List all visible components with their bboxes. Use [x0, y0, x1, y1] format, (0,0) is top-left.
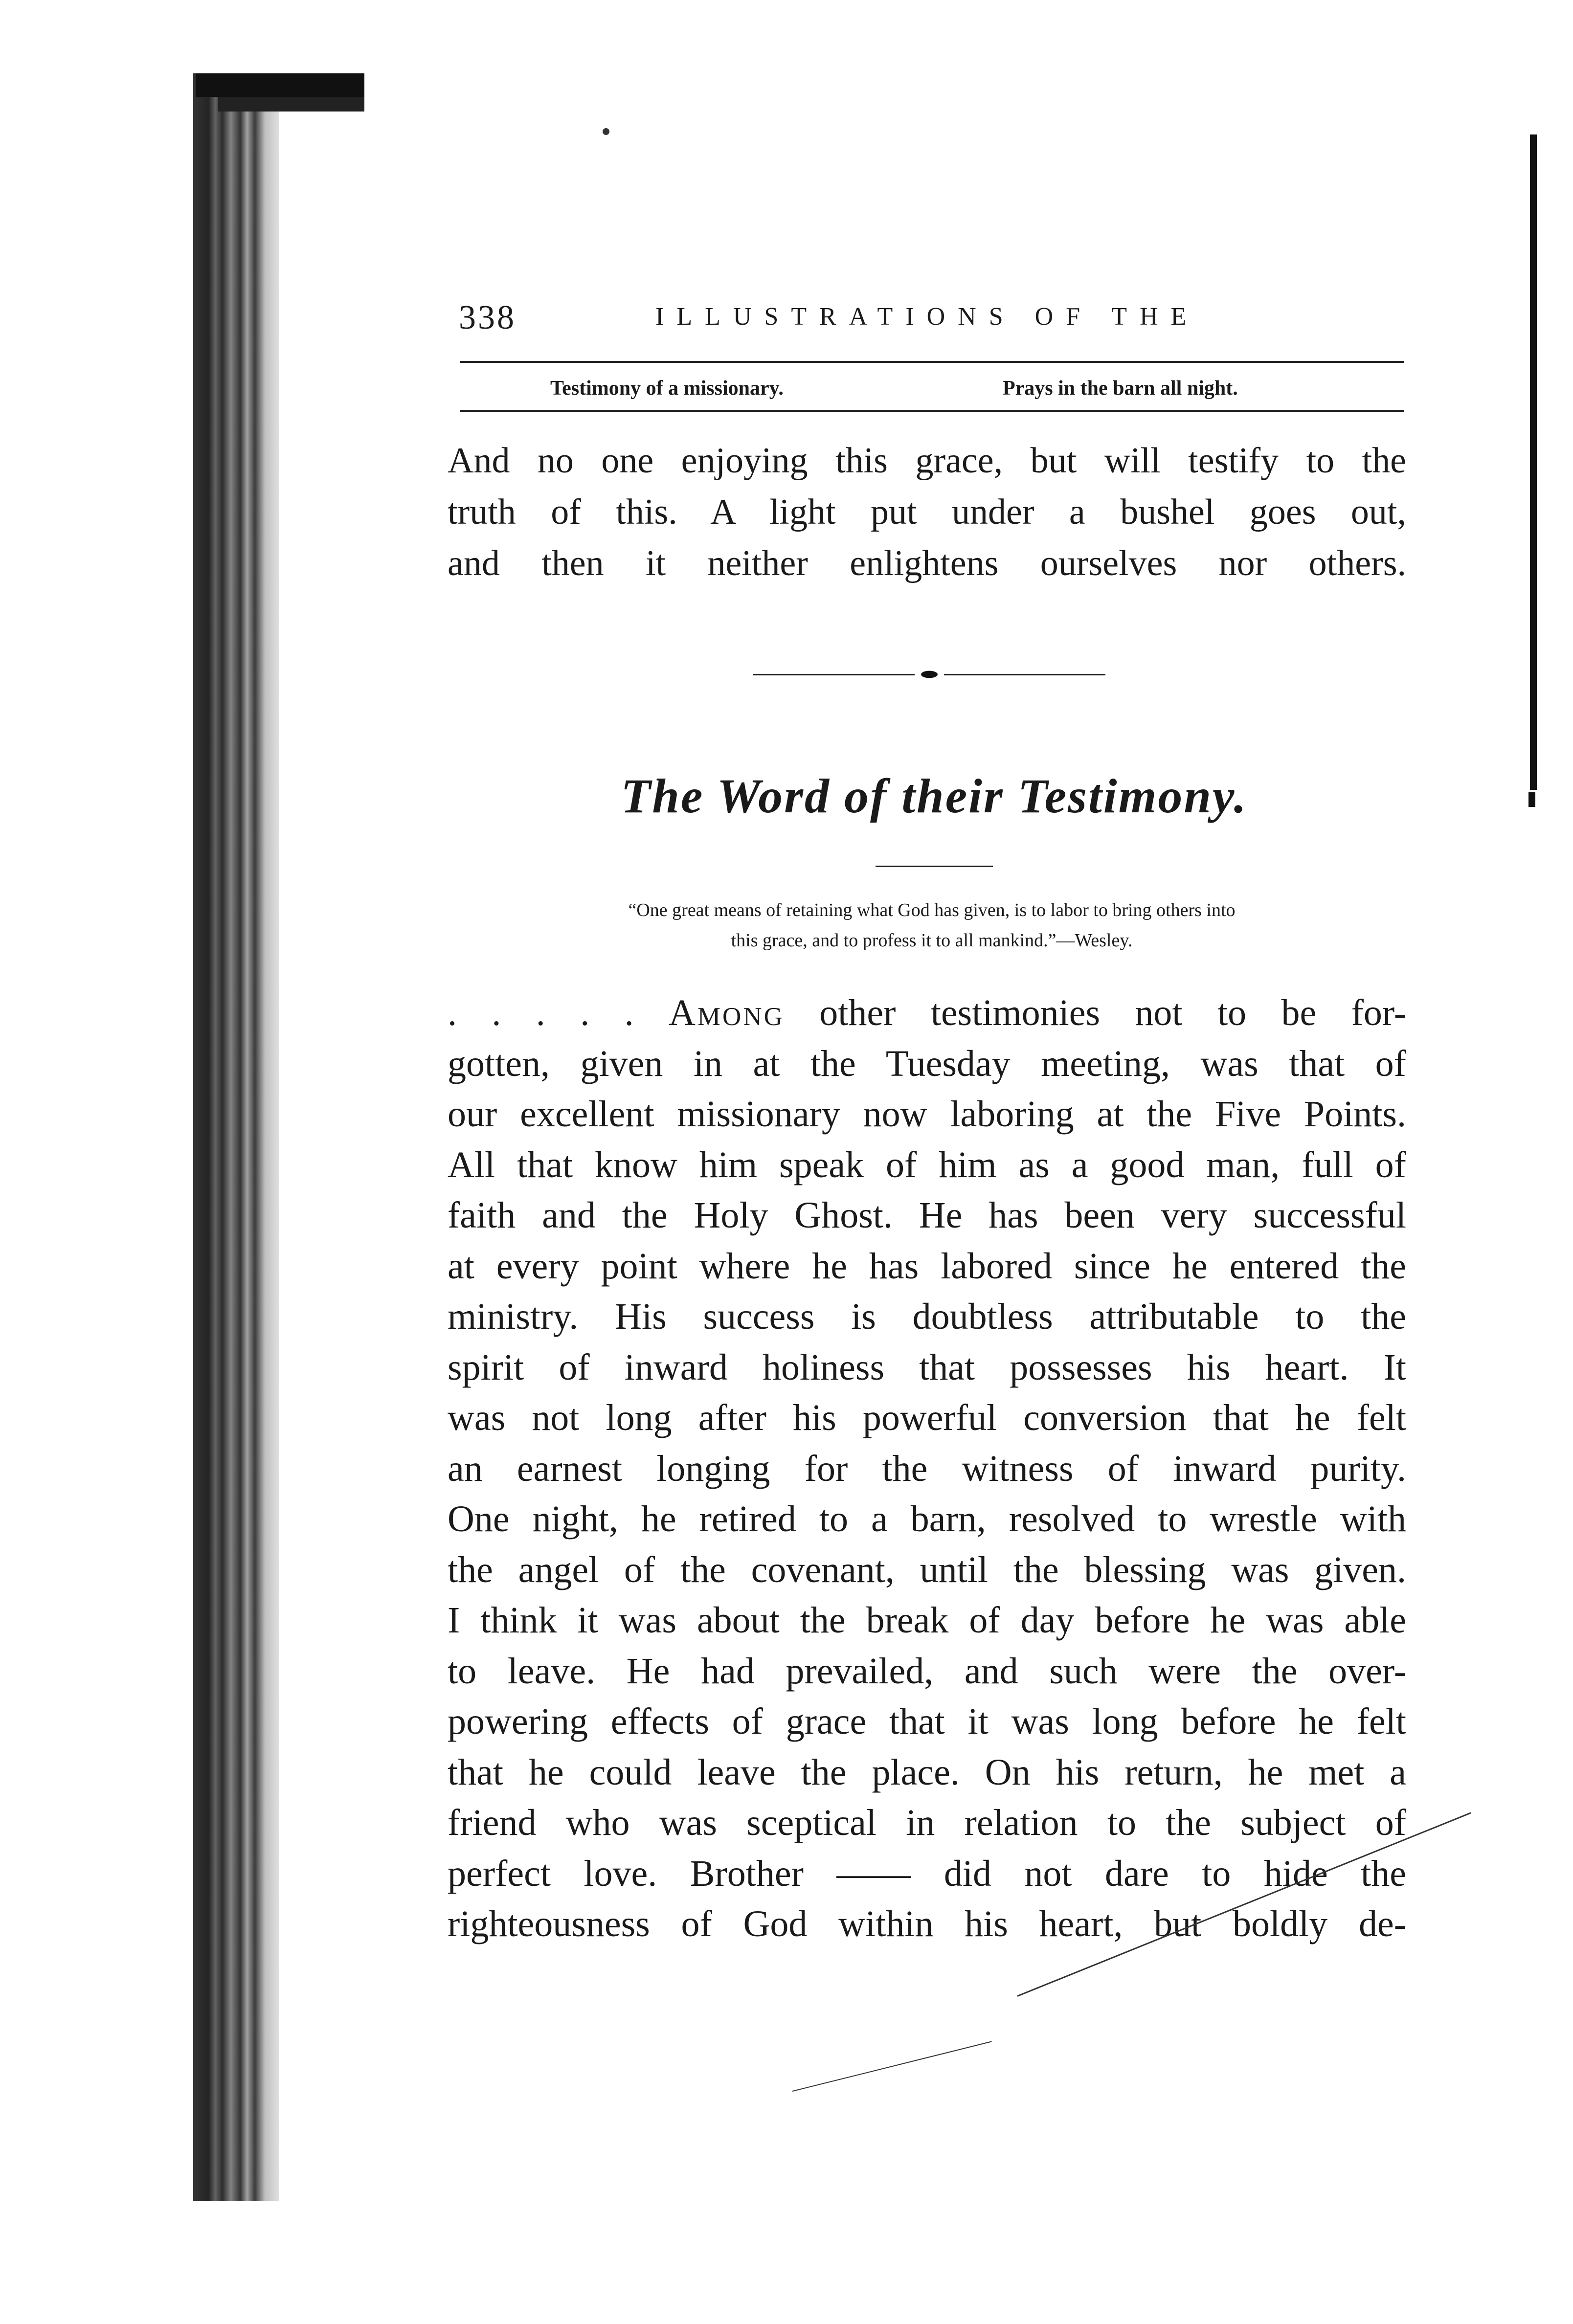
drop-word: Among: [669, 992, 785, 1033]
subhead-left: Testimony of a missionary.: [550, 377, 784, 400]
running-title: ILLUSTRATIONS OF THE: [655, 303, 1199, 331]
text-line: powering effects of grace that it was long before he felt: [448, 1701, 1406, 1742]
header-rule-top: [460, 361, 1404, 363]
epigraph-line: this grace, and to profess it to all mankind.”—Wesley.: [731, 930, 1133, 951]
text-line-first: [448, 988, 1406, 1039]
scan-binding-top: [196, 73, 364, 97]
text-line: I think it was about the break of day before he was able: [448, 1600, 1406, 1641]
text-line: gotten, given in at the Tuesday meeting, was that of: [448, 1043, 1406, 1084]
title-underline: [876, 866, 993, 867]
pen-stroke: [792, 2041, 992, 2092]
text-line: ministry. His success is doubtless attributable to the: [448, 1296, 1406, 1337]
section-title: The Word of their Testimony.: [621, 769, 1248, 823]
text-line: and then it neither enlightens ourselves nor others.: [448, 543, 1406, 583]
first-line-rest: other testimonies not to be for-: [784, 992, 1407, 1033]
body-paragraph: [448, 988, 1406, 1950]
text-line: And no one enjoying this grace, but will testify to the: [448, 441, 1406, 481]
text-line: was not long after his powerful conversion that he felt: [448, 1397, 1406, 1438]
ornament-bar-left: [753, 674, 915, 675]
ornament-bar-right: [944, 674, 1105, 675]
scan-binding-inner: [218, 97, 364, 112]
text-line: righteousness of God within his heart, but boldly de-: [448, 1903, 1406, 1944]
text-line: perfect love. Brother —— did not dare to hide the: [448, 1853, 1406, 1894]
epigraph: [455, 895, 1409, 956]
epigraph-line: “One great means of retaining what God has given, is to labor to bring others into: [628, 900, 1236, 920]
scan-right-edge-dot: [1528, 792, 1535, 807]
scan-right-edge-mark: [1530, 134, 1537, 790]
text-line: friend who was sceptical in relation to the subject of: [448, 1802, 1406, 1843]
text-line: an earnest longing for the witness of inward purity.: [448, 1448, 1406, 1489]
intro-paragraph: [448, 435, 1406, 589]
scan-binding-edge: [193, 73, 279, 2201]
ellipsis-prefix: . . . . .: [448, 992, 669, 1033]
ornament-knot: [915, 668, 944, 681]
text-line: to leave. He had prevailed, and such were the over-: [448, 1650, 1406, 1692]
text-line: the angel of the covenant, until the blessing was given.: [448, 1549, 1406, 1590]
section-ornament: [753, 665, 1105, 685]
header-rule-bottom: [460, 410, 1404, 412]
scan-speck: [603, 128, 609, 135]
text-line: All that know him speak of him as a good man, full of: [448, 1144, 1406, 1185]
subhead-right: Prays in the barn all night.: [1003, 377, 1238, 400]
page-number: 338: [459, 299, 516, 336]
text-line: One night, he retired to a barn, resolved to wrestle with: [448, 1498, 1406, 1540]
text-line: our excellent missionary now laboring at the Five Points.: [448, 1094, 1406, 1135]
text-line: spirit of inward holiness that possesses his heart. It: [448, 1346, 1406, 1388]
text-line: that he could leave the place. On his return, he met a: [448, 1751, 1406, 1793]
text-line: at every point where he has labored since he entered the: [448, 1245, 1406, 1287]
text-line: truth of this. A light put under a bushel goes out,: [448, 492, 1406, 532]
running-head: [450, 298, 1404, 342]
text-line: faith and the Holy Ghost. He has been very successful: [448, 1195, 1406, 1236]
